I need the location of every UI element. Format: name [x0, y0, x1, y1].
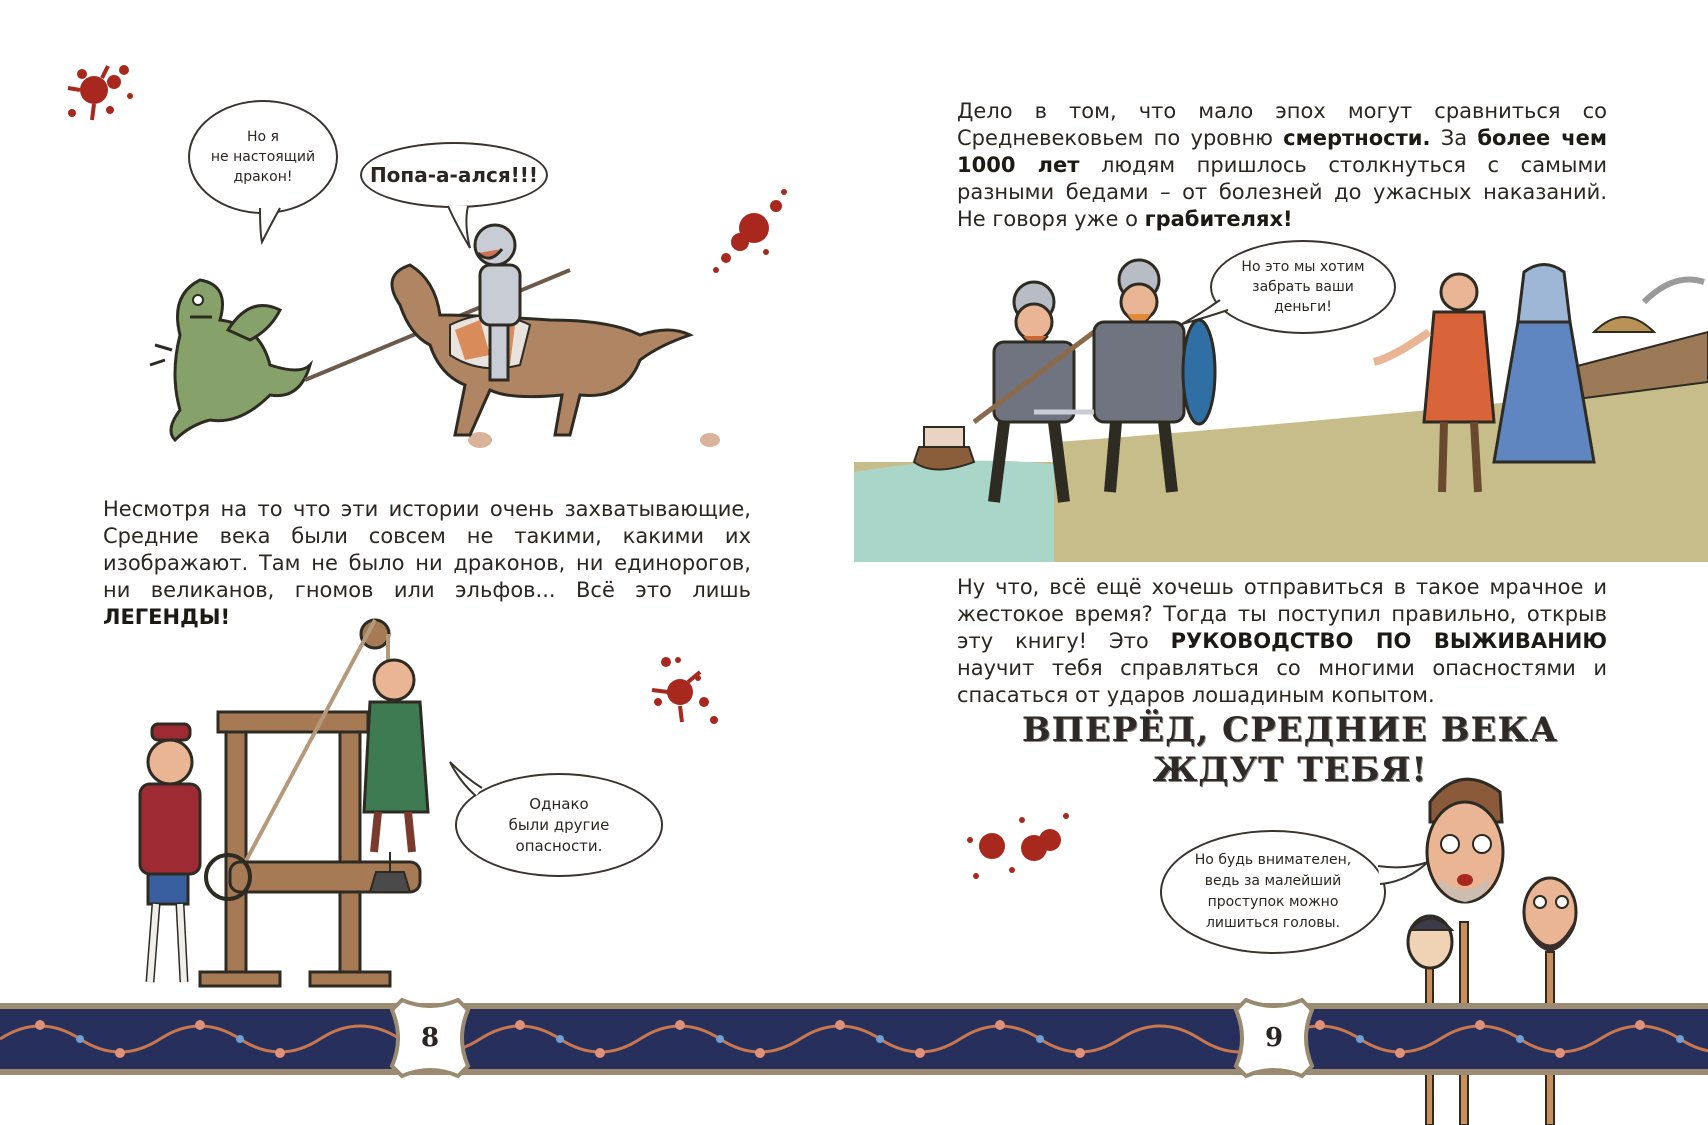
ornamental-border — [0, 1003, 1708, 1075]
paragraph-legends — [103, 496, 751, 631]
speech-bubble-heads — [1160, 830, 1386, 954]
bubble-line: ведь за малейший — [1204, 873, 1342, 889]
speech-bubble-tail — [446, 758, 486, 798]
bubble-line: забрать ваши — [1252, 279, 1354, 295]
paragraph-bold: ЛЕГЕНДЫ! — [103, 605, 231, 629]
bubble-line: лишиться головы. — [1205, 915, 1341, 931]
paragraph-text: людям пришлось столкнуться с самыми разными бедами – от болезней до ужасных наказаний. Не говоря уже о — [957, 153, 1607, 231]
bubble-line: деньги! — [1274, 299, 1332, 315]
paragraph-survival-guide — [957, 574, 1607, 709]
vikings-robbery-illustration — [854, 262, 1708, 562]
paragraph-text: За — [1430, 126, 1478, 150]
paragraph-bold: РУКОВОДСТВО ПО ВЫЖИВАНИЮ — [1170, 629, 1607, 653]
blood-splatter-lower-left — [648, 652, 720, 730]
bubble-line: опасности. — [515, 836, 603, 855]
paragraph-bold: более чем 1000 лет — [957, 126, 1608, 177]
speech-bubble-dragon — [188, 100, 338, 214]
bubble-line: Но будь внимателен, — [1194, 852, 1352, 868]
paragraph-mortality — [957, 98, 1607, 233]
bubble-line: проступок можно — [1207, 894, 1339, 910]
bubble-line: Но я — [247, 129, 279, 145]
bubble-line: были другие — [508, 815, 610, 834]
page-number-text: 9 — [1264, 1023, 1284, 1053]
speech-bubble-torture — [455, 773, 663, 877]
bubble-line: Но это мы хотим — [1241, 259, 1365, 275]
bubble-line: Однако — [529, 794, 589, 813]
paragraph-bold: смертности. — [1283, 126, 1431, 150]
bubble-text: Попа-а-ался!!! — [369, 163, 539, 187]
paragraph-text: Дело в том, что мало эпох могут сравниться со Средневековьем по уровню — [957, 99, 1607, 150]
blood-splatter-top-left — [62, 58, 142, 128]
paragraph-text: научит тебя справляться со многими опасностями и спасаться от ударов лошадиным копытом. — [957, 656, 1607, 707]
paragraph-text: Несмотря на то что эти истории очень захватывающие, Средние века были совсем не такими, какими их изображают. Там не было ни драконов, ни единорогов, ни великанов, гномов или эльфов... Всё это лишь — [103, 497, 751, 602]
page-number-right — [1232, 996, 1316, 1080]
bubble-line: не настоящий — [210, 149, 316, 165]
speech-bubble-knight — [360, 142, 548, 208]
paragraph-bold: грабителях! — [1144, 207, 1293, 231]
paragraph-text: Ну что, всё ещё хочешь отправиться в такое мрачное и жестокое время? Тогда ты поступил правильно, открыв эту книгу! Это — [957, 575, 1607, 653]
knight-dragon-illustration — [150, 225, 720, 475]
page-number-text: 8 — [420, 1023, 440, 1053]
blood-splatter-lower-right — [962, 810, 1082, 890]
bubble-line: дракон! — [233, 169, 293, 185]
torture-rack-illustration — [130, 612, 420, 992]
page-heading: ВПЕРЁД, СРЕДНИЕ ВЕКА ЖДУТ ТЕБЯ! — [1021, 710, 1559, 790]
page-number-left — [388, 996, 472, 1080]
